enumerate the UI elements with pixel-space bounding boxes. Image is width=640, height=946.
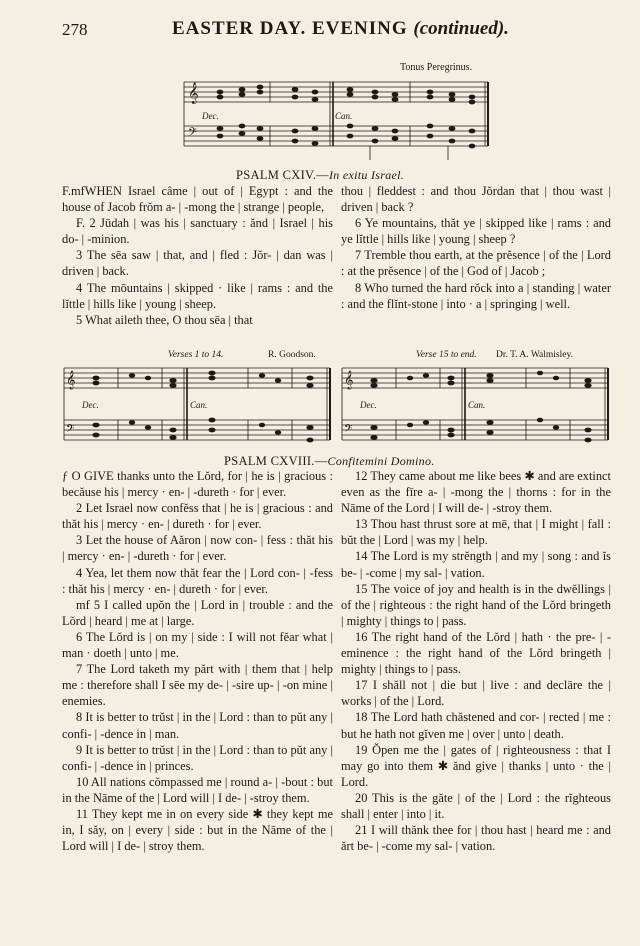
svg-text:𝄞: 𝄞 xyxy=(66,370,76,389)
chant2-right-dec-label: Dec. xyxy=(360,400,377,410)
verse: F. 2 Jūdah | was his | sanctuary : ănd | Israel | his do- | -minion. xyxy=(62,216,333,247)
chant2-right-composer: Dr. T. A. Walmisley. xyxy=(496,350,573,360)
verse: 9 It is better to trŭst | in the | Lord : than to pŭt any | confi- | -dence in | princes. xyxy=(62,742,333,773)
verse: 3 Let the house of Aăron | now con- | fess : thăt his | mercy · en- | -dureth · for | ever. xyxy=(62,533,333,564)
chant1-name: Tonus Peregrinus. xyxy=(400,62,473,73)
svg-text:𝄢: 𝄢 xyxy=(66,423,75,438)
chant2-left-caption xyxy=(168,350,223,360)
verse: 17 I shăll not | die but | live : and declāre the | works | of the | Lord. xyxy=(341,678,611,709)
psalm114-title: PSALM CXIV.— xyxy=(236,168,329,182)
verse: 13 Thou hast thrust sore at mē, that | I might | fall : bŭt the | Lord | was my | help. xyxy=(341,517,611,548)
chant2-right-can-label: Can. xyxy=(468,400,486,410)
chant2-right-caption xyxy=(416,350,477,360)
verse: thou | fleddest : and thou Jŏrdan that | thou wast | driven | back ? xyxy=(341,184,611,215)
psalm118-right-column xyxy=(341,468,611,854)
verse: 8 Who turned the hard rŏck into a | standing | water : and the flĭnt-stone | into · a | springing | well. xyxy=(341,280,611,311)
psalm118-heading xyxy=(224,454,435,469)
verse: 18 The Lord hath chăstened and cor- | rected | me : but he hath not gĭven me | over | unto | death. xyxy=(341,710,611,741)
chant2-left-can-label: Can. xyxy=(190,400,208,410)
verse: 19 Ŏpen me the | gates of | righteousness : that I may go into them ✱ ănd give | thanks | unto · the | Lord. xyxy=(341,742,611,789)
psalm118-title: PSALM CXVIII.— xyxy=(224,454,328,468)
verse: 4 The mōuntains | skipped · like | rams : and the lĭttle | hills like | young | sheep. xyxy=(62,280,333,311)
svg-text:𝄢: 𝄢 xyxy=(344,423,353,438)
verse: 20 This is the găte | of the | Lord : the rĭghteous shall | enter | into | it. xyxy=(341,790,611,821)
chant2-left-composer: R. Goodson. xyxy=(268,350,316,360)
chant2-right-verses: Verse 15 to end. xyxy=(416,350,477,360)
verse: 4 Yea, let them now thăt fear the | Lord con- | -fess : thăt his | mercy · en- | dureth · for | ever. xyxy=(62,565,333,596)
verse: 7 The Lord taketh my părt with | them that | help me : therefore shall I sēe my de- | -sire up- | -on mine | enemies. xyxy=(62,662,333,709)
running-title-main: EASTER DAY. EVENING xyxy=(172,18,408,39)
running-header xyxy=(62,18,602,44)
verse: 7 Tremble thou earth, at the prĕsence | of the | Lord : at the prĕsence | of the | God of | Jacob ; xyxy=(341,248,611,279)
verse: 12 They came about me like bees ✱ and are extinct even as the fīre a- | -mong the | thorns : for in the Nāme of the Lord | I will de- | -stroy them. xyxy=(341,469,611,516)
verse: mf 5 I called upŏn the | Lord in | trouble : and the Lŏrd | heard | me at | large. xyxy=(62,597,333,628)
chant1-can-label: Can. xyxy=(335,111,353,121)
svg-text:𝄞: 𝄞 xyxy=(344,370,354,389)
verse: ƒ O GIVE thanks unto the Lŏrd, for | he is | gracious : becăuse his | mercy · en- | -dureth · for | ever. xyxy=(62,469,333,500)
psalm114-left-column xyxy=(62,183,333,328)
verse: 15 The voice of joy and health is in the dwĕllings | of the | righteous : the right hand of the Lŏrd bringeth | mighty | things to | pass. xyxy=(341,581,611,628)
chant2-right-score xyxy=(340,362,612,454)
psalm114-incipit: In exitu Israel. xyxy=(328,168,405,182)
psalm118-left-column xyxy=(62,468,333,854)
verse: 16 The right hand of the Lŏrd | hath · the pre- | -eminence : the right hand of the Lŏrd bringeth | mighty | things to | pass. xyxy=(341,629,611,677)
running-title xyxy=(172,18,509,40)
verse: F.mfWHEN Israel câme | out of | Egypt : and the house of Jacob frŏm a- | -mong the | strange | people, xyxy=(62,184,333,215)
verse: 6 Ye mountains, thăt ye | skipped like | rams : and ye lĭttle | hills like | young | sheep ? xyxy=(341,216,611,247)
chant1-score xyxy=(180,74,492,168)
psalm118-incipit: Confitemini Domino. xyxy=(327,454,435,468)
verse: 21 I will thănk thee for | thou hast | heard me : and ărt be- | -come my sal- | vation. xyxy=(341,823,611,854)
svg-text:𝄞: 𝄞 xyxy=(188,83,199,104)
verse: 5 What aileth thee, O thou sēa | that xyxy=(76,312,253,327)
page-number: 278 xyxy=(62,20,88,39)
verse: 3 The sēa saw | that, and | fled : Jŏr- | dan was | driven | back. xyxy=(62,248,333,279)
chant2-left-score xyxy=(62,362,334,454)
verse: 2 Let Israel now confĕss that | he is | gracious : and thăt his | mercy · en- | dureth · for | ever. xyxy=(62,501,333,532)
verse: 6 The Lŏrd is | on my | side : I will not fĕar what | man · doeth | unto | me. xyxy=(62,629,333,661)
chant1-dec-label: Dec. xyxy=(202,111,219,121)
svg-text:𝄢: 𝄢 xyxy=(188,126,198,142)
verse: 11 They kept me in on every side ✱ they kept me in, I săy, on | every | side : but in the Nāme of the | Lord will | I de- | stroy them. xyxy=(62,806,333,854)
chant2-left-verses: Verses 1 to 14. xyxy=(168,350,224,360)
psalm114-right-column xyxy=(341,183,611,312)
psalm114-heading xyxy=(236,168,404,183)
chant2-left-dec-label: Dec. xyxy=(82,400,99,410)
verse: 10 All nations cŏmpassed me | round a- | -bout : but in the Nāme of the | Lord will | I de- | -stroy them. xyxy=(62,774,333,805)
verse: 14 The Lord is my strĕngth | and my | song : and ĭs be- | -come | my sal- | vation. xyxy=(341,549,611,580)
running-title-cont: (continued). xyxy=(413,18,509,39)
verse: 8 It is better to trŭst | in the | Lord : than to pŭt any | confi- | -dence in | man. xyxy=(62,710,333,741)
